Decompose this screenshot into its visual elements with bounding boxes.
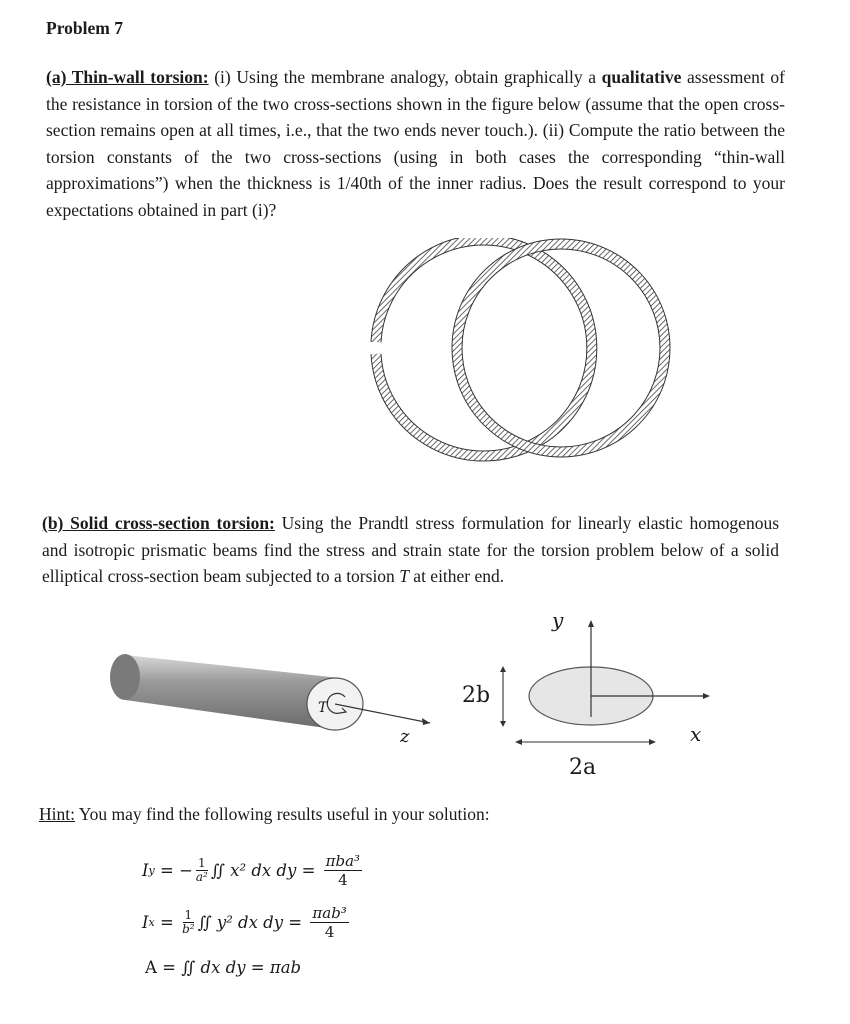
iy-lhs: I [142, 861, 149, 880]
z-axis-label: z [400, 726, 410, 747]
iy-pre-num: 1 [198, 856, 206, 870]
elliptical-beam [110, 654, 430, 730]
elliptical-beam-figure [0, 600, 850, 800]
part-a-text-2: assessment of the resistance in torsion of the two cross-sections shown in the figure below (assume that the open cross-section remains open at all times, i.e., that the two ends never touch.). (ii) Compute the ratio between the torsion constants of the two cross-sections (using in both cases the corresponding “thin-wall approximations”) when the thickness is 1/40th of the inner radius. Does the result correspond to your expectations obtained in part (i)? [46, 67, 785, 220]
part-b-text-2: at either end. [408, 566, 505, 586]
iy-equation: I y = − $\frac{1}{\text{a²}}$ ∬ x² dx dy = $\frac{\text{πba³}}{4}$ [142, 852, 361, 889]
hint-label: Hint: [39, 804, 75, 824]
part-a-bold-word: qualitative [601, 67, 682, 87]
torque-symbol: T [399, 566, 409, 586]
part-b-paragraph [42, 510, 779, 590]
area-result: πab [269, 958, 302, 977]
area-integrand: ∬ dx dy [181, 958, 246, 977]
ix-lhs: I [142, 913, 149, 932]
thin-wall-cross-sections-figure [0, 238, 850, 478]
part-a-paragraph [46, 64, 785, 223]
ix-integrand: ∬ y² dx dy [197, 913, 284, 932]
ix-result-num: πab³ [312, 904, 347, 922]
height-dimension-label: 2b [462, 683, 491, 708]
part-a-text-1: (i) Using the membrane analogy, obtain graphically a [208, 67, 602, 87]
ix-pre-den: b² [182, 922, 195, 936]
torque-label: T [318, 700, 328, 716]
iy-sub: y [148, 864, 155, 877]
ix-equation: I x = $\frac{1}{\text{b²}}$ ∬ y² dx dy = $\frac{\text{πab³}}{4}$ [142, 904, 347, 941]
ix-sub: x [148, 916, 155, 929]
hint-text: You may find the following results useful in your solution: [74, 804, 490, 824]
ix-result-den: 4 [324, 923, 335, 941]
y-axis-label: y [552, 608, 564, 632]
iy-integrand: ∬ x² dx dy [210, 861, 297, 880]
x-axis-label: x [690, 722, 702, 746]
iy-result-num: πba³ [325, 852, 361, 870]
area-equation: A = ∬ dx dy = πab [145, 958, 302, 977]
ix-pre-num: 1 [184, 908, 193, 922]
elliptical-cross-section [500, 620, 710, 745]
iy-result-den: 4 [338, 871, 348, 889]
iy-pre-den: a² [195, 870, 208, 884]
width-dimension-label: 2a [569, 755, 597, 780]
problem-title: Problem 7 [46, 18, 123, 38]
part-b-text-1: Using the Prandtl stress formulation for linearly elastic homogenous and isotropic prismatic beams find the stress and strain state for the torsion problem below of a solid elliptical cross-section beam subjected to a torsion [42, 513, 779, 586]
hint-line [39, 801, 490, 828]
part-a-heading: (a) Thin-wall torsion: [46, 67, 209, 87]
part-b-heading: (b) Solid cross-section torsion: [42, 513, 275, 533]
area-lhs: A [145, 958, 157, 977]
